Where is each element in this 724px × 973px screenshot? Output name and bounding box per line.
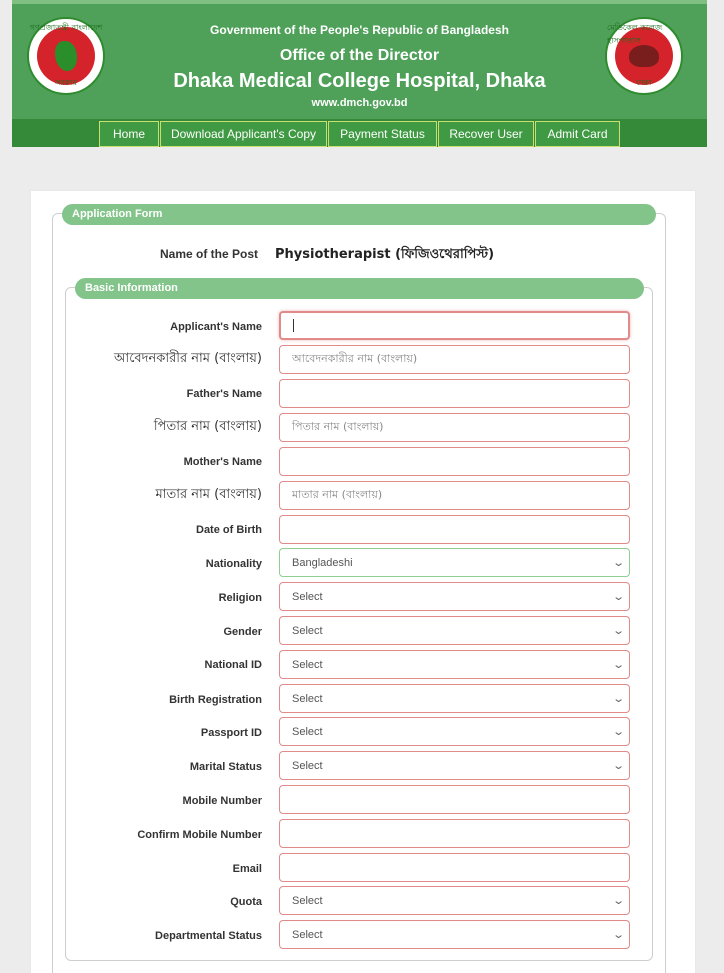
- passport-id-select[interactable]: [279, 717, 630, 746]
- chevron-down-icon: ⌄: [611, 895, 625, 907]
- passport-id-selected-value: Select: [292, 725, 323, 738]
- chevron-down-icon: ⌄: [611, 693, 625, 705]
- national-id-label: National ID: [204, 659, 262, 671]
- office-title: Office of the Director: [279, 47, 440, 64]
- applicant-name-input[interactable]: [279, 311, 630, 340]
- marital-status-select[interactable]: [279, 751, 630, 780]
- gender-select[interactable]: [279, 616, 630, 645]
- quota-label: Quota: [230, 896, 262, 908]
- departmental-status-select[interactable]: [279, 920, 630, 949]
- left-logo-text-bottom: সরকার: [54, 78, 77, 87]
- marital-status-label: Marital Status: [189, 761, 262, 773]
- nationality-select[interactable]: [279, 548, 630, 577]
- mother-name-label: Mother's Name: [183, 456, 262, 468]
- birth-registration-select[interactable]: [279, 684, 630, 713]
- applicant-name-label: Applicant's Name: [170, 321, 262, 333]
- passport-id-label: Passport ID: [200, 727, 262, 739]
- father-name-bangla-input[interactable]: পিতার নাম (বাংলায়): [279, 413, 630, 442]
- government-title: Government of the People's Republic of Bangladesh: [210, 23, 509, 37]
- chevron-down-icon: ⌄: [611, 659, 625, 671]
- text-cursor: [293, 319, 294, 332]
- hospital-title: Dhaka Medical College Hospital, Dhaka: [173, 70, 546, 92]
- religion-select[interactable]: [279, 582, 630, 611]
- nav-download-applicant-copy[interactable]: Download Applicant's Copy: [160, 121, 327, 147]
- right-logo-text-top: মেডিকেল কলেজ হাসপাতাল: [607, 23, 663, 45]
- departmental-status-label: Departmental Status: [155, 930, 262, 942]
- nationality-label: Nationality: [205, 558, 262, 570]
- national-id-select[interactable]: [279, 650, 630, 679]
- emblem-icon: [629, 45, 659, 67]
- chevron-down-icon: ⌄: [611, 591, 625, 603]
- chevron-down-icon: ⌄: [611, 726, 625, 738]
- birth-registration-selected-value: Select: [292, 692, 323, 705]
- chevron-down-icon: ⌄: [611, 929, 625, 941]
- nav-home[interactable]: Home: [99, 121, 159, 147]
- father-name-label: Father's Name: [186, 388, 262, 400]
- mobile-number-label: Mobile Number: [182, 795, 262, 807]
- nationality-selected-value: Bangladeshi: [292, 556, 353, 569]
- site-header: [12, 0, 707, 119]
- hospital-seal-logo: [605, 17, 683, 95]
- chevron-down-icon: ⌄: [611, 625, 625, 637]
- national-id-selected-value: Select: [292, 658, 323, 671]
- post-name-label: Name of the Post: [159, 247, 258, 261]
- departmental-status-selected-value: Select: [292, 928, 323, 941]
- gender-selected-value: Select: [292, 624, 323, 637]
- father-name-bangla-label: পিতার নাম (বাংলায়): [153, 419, 262, 434]
- post-name-value: Physiotherapist (ফিজিওথেরাপিস্ট): [275, 247, 495, 262]
- religion-label: Religion: [218, 592, 262, 604]
- email-label: Email: [232, 863, 262, 875]
- date-of-birth-label: Date of Birth: [196, 524, 262, 536]
- quota-select[interactable]: [279, 886, 630, 915]
- confirm-mobile-number-input[interactable]: [279, 819, 630, 848]
- applicant-name-bangla-input[interactable]: আবেদনকারীর নাম (বাংলায়): [279, 345, 630, 374]
- left-logo-text-top: গণপ্রজাতন্ত্রী বাংলাদেশ: [29, 23, 103, 32]
- father-name-input[interactable]: [279, 379, 630, 408]
- mobile-number-input[interactable]: [279, 785, 630, 814]
- main-navbar: [12, 119, 707, 147]
- date-of-birth-input[interactable]: [279, 515, 630, 544]
- website-url: www.dmch.gov.bd: [311, 97, 408, 109]
- right-logo-text-bottom: ঢাকা: [636, 78, 652, 87]
- application-form-legend: Application Form: [62, 204, 656, 225]
- chevron-down-icon: ⌄: [611, 760, 625, 772]
- mother-name-input[interactable]: [279, 447, 630, 476]
- birth-registration-label: Birth Registration: [169, 694, 262, 706]
- quota-selected-value: Select: [292, 894, 323, 907]
- nav-payment-status[interactable]: Payment Status: [328, 121, 437, 147]
- marital-status-selected-value: Select: [292, 759, 323, 772]
- nav-admit-card[interactable]: Admit Card: [535, 121, 620, 147]
- confirm-mobile-number-label: Confirm Mobile Number: [137, 829, 262, 841]
- mother-name-bangla-label: মাতার নাম (বাংলায়): [155, 487, 262, 502]
- mother-name-bangla-input[interactable]: মাতার নাম (বাংলায়): [279, 481, 630, 510]
- basic-information-legend: Basic Information: [75, 278, 644, 299]
- religion-selected-value: Select: [292, 590, 323, 603]
- email-input[interactable]: [279, 853, 630, 882]
- nav-recover-user[interactable]: Recover User: [438, 121, 534, 147]
- gender-label: Gender: [223, 626, 262, 638]
- chevron-down-icon: ⌄: [611, 557, 625, 569]
- applicant-name-bangla-label: আবেদনকারীর নাম (বাংলায়): [114, 351, 262, 366]
